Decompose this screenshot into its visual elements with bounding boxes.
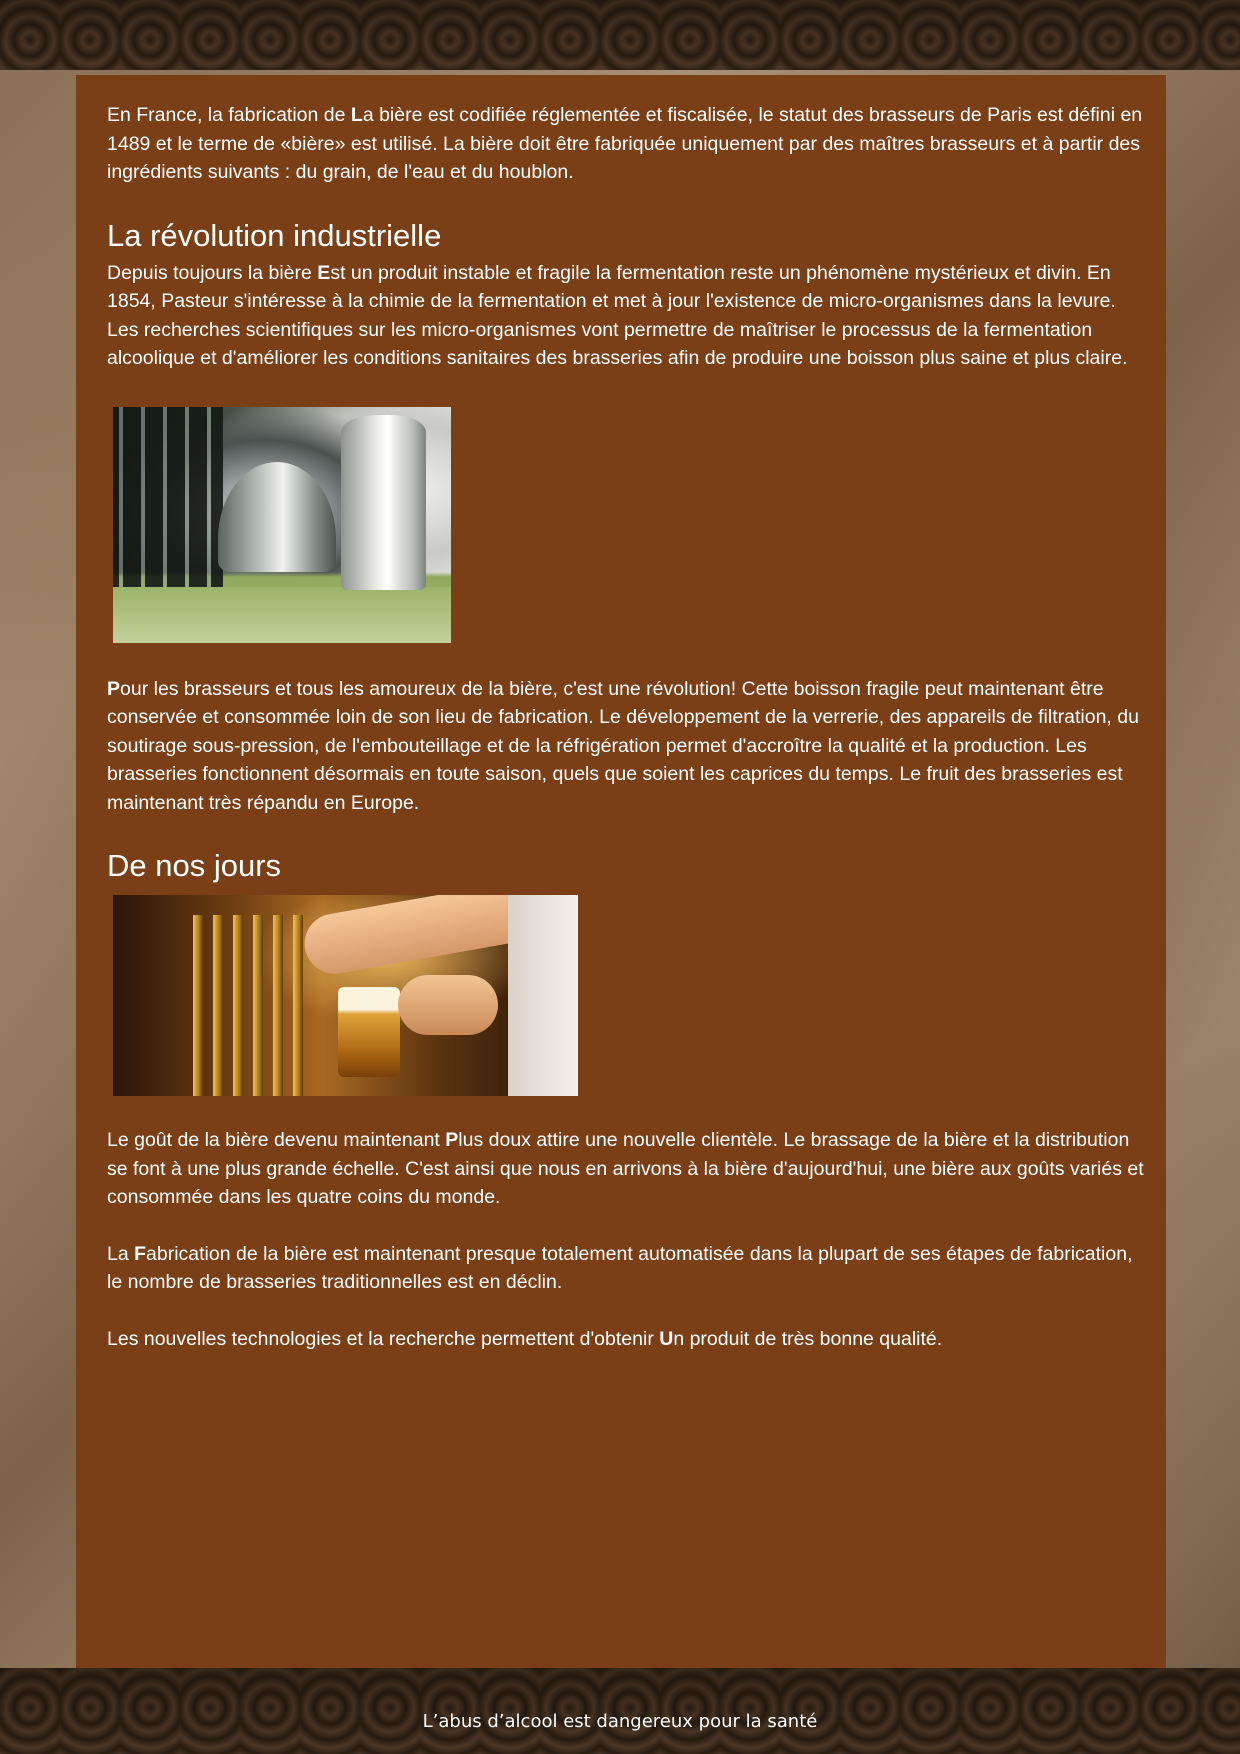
hand-shape <box>398 975 498 1035</box>
brewery-equipment-image <box>113 407 451 643</box>
heading-today: De nos jours <box>107 848 282 883</box>
intro-paragraph: En France, la fabrication de La bière est codifiée réglementée et fiscalisée, le statut des brasseurs de Paris est défini en 1489 et le terme de «bière» est utilisé. La bière doit être fabriquée uniquement par des maîtres brasseurs et à partir des ingrédients suivants : du grain, de l'eau et du houblon. <box>107 104 1143 183</box>
shirt-shape <box>508 895 578 1096</box>
brewers-paragraph: Pour les brasseurs et tous les amoureux de la bière, c'est une révolution! Cette boisson fragile peut maintenant être conservée et consommée loin de son lieu de fabrication. Le développement de la verrerie, des appareils de filtration, du soutirage sous-pression, de l'embouteillage et de la réfrigération permet d'accroître la qualité et la production. Les brasseries fonctionnent désormais en toute saison, quels que soient les caprices du temps. Le fruit des brasseries est maintenant très répandu en Europe. <box>107 677 1139 814</box>
heading-revolution: La révolution industrielle <box>107 217 442 253</box>
health-warning: L’abus d’alcool est dangereux pour la santé <box>422 1711 818 1732</box>
tank-shape <box>341 415 426 590</box>
content-panel <box>76 75 1166 1668</box>
today-paragraph-1: Le goût de la bière devenu maintenant Plus doux attire une nouvelle clientèle. Le brassage de la bière et la distribution se font à une plus grande échelle. C'est ainsi que nous en arrivons à la bière d'aujourd'hui, une bière aux goûts variés et consommée dans les quatre coins du monde. <box>107 1129 1144 1208</box>
beer-glass-shape <box>338 987 400 1077</box>
centrifuge-shape <box>218 462 336 572</box>
beer-tap-image <box>113 895 578 1096</box>
article <box>107 101 1147 1353</box>
taps-shape <box>193 915 303 1096</box>
today-paragraph-3: Les nouvelles technologies et la recherche permettent d'obtenir Un produit de très bonne qualité. <box>107 1327 943 1350</box>
today-paragraph-2: La Fabrication de la bière est maintenant presque totalement automatisée dans la plupart de ses étapes de fabrication, le nombre de brasseries traditionnelles est en déclin. <box>107 1242 1133 1293</box>
revolution-paragraph: Depuis toujours la bière Est un produit instable et fragile la fermentation reste un phénomène mystérieux et divin. En 1854, Pasteur s'intéresse à la chimie de la fermentation et met à jour l'existence de micro-organismes dans la levure. Les recherches scientifiques sur les micro-organismes vont permettre de maîtriser le processus de la fermentation alcoolique et d'améliorer les conditions sanitaires des brasseries afin de produire une boisson plus saine et plus claire. <box>107 261 1128 369</box>
decorative-border-top <box>0 0 1240 70</box>
floor-shape <box>113 587 451 643</box>
